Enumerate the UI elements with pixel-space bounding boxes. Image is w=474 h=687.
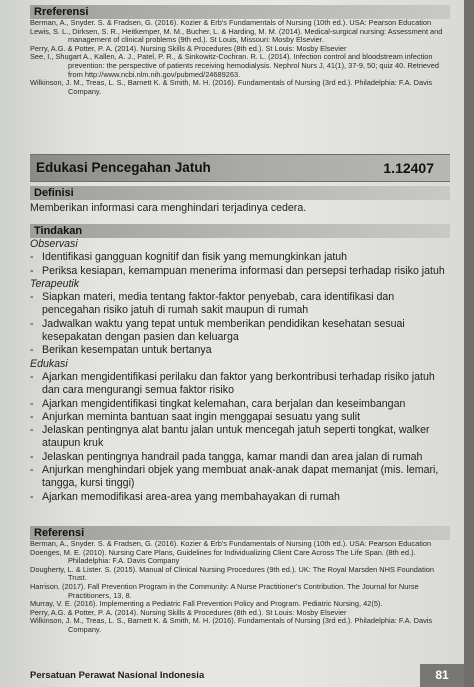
- terapeutik-label: Terapeutik: [30, 277, 80, 290]
- section-code: 1.12407: [383, 160, 434, 176]
- ref-item: Wilkinson, J. M., Treas, L. S., Barnett K. & Smith, M. H. (2016). Fundamentals of Nursing (3rd ed.). Philadelphia: F.A. Davis Company.: [30, 616, 433, 634]
- terapeutik-item: - Berikan kesempatan untuk bertanya: [30, 344, 212, 357]
- ref-item: Wilkinson, J. M., Treas, L. S., Barnett K. & Smith, M. H. (2016). Fundamentals of Nursing (3rd ed.). Philadelphia: F.A. Davis Company.: [30, 78, 433, 96]
- observasi-item: - Identifikasi gangguan kognitif dan fisik yang memungkinkan jatuh: [30, 251, 348, 264]
- section-title: Edukasi Pencegahan Jatuh: [36, 160, 211, 175]
- edukasi-item: - Ajarkan mengidentifikasi perilaku dan faktor yang berkontribusi terhadap risiko jatuh dan cara mengurangi semua faktor risiko: [30, 370, 435, 397]
- ref-item: Perry, A.G. & Potter, P. A. (2014). Nursing Skills & Procedures (8th ed.). St Louis: Mosby Elsevier: [30, 607, 347, 617]
- ref-item: See, I., Shugart A., Kallen, A. J., Patel, P. R., & Sinkowitz-Cochran. R. L. (2014). Infection control and bloodstream infection prevention: the perspective of patients receiving hemodialysis. Nephrol Nurs J, 41(1), 37-9, 50; quiz 40. Retrieved from http://www.ncbi.nlm.nih.gov/pubmed/24689263.: [30, 52, 439, 79]
- ref-item: Perry, A.G. & Potter, P. A. (2014). Nursing Skills & Procedures (8th ed.). St Louis: Mosby Elsevier: [30, 43, 347, 53]
- edukasi-item: - Anjurkan meminta bantuan saat ingin menggapai sesuatu yang sulit: [30, 410, 361, 423]
- footer-org: Persatuan Perawat Nasional Indonesia: [30, 670, 205, 681]
- ref-top-heading: Rreferensi: [30, 5, 450, 19]
- ref-item: Lewis, S. L., Dirksen, S. R., Heitkemper, M. M., Bucher, L. & Harding, M. M. (2014). Medical-surgical nursing: Assessment and management of clinical problems (9th ed.). St Louis, Missouri: Mosby Elsevier.: [30, 26, 443, 45]
- ref-item: Doenges, M. E. (2010). Nursing Care Plans, Guidelines for Individualizing Client Care Across The Life Span. (8th ed.). Philadelphia: F.A. Davis Company: [30, 547, 416, 566]
- observasi-label: Observasi: [30, 238, 78, 250]
- edukasi-item: - Ajarkan mengidentifikasi tingkat kelemahan, cara berjalan dan keseimbangan: [30, 397, 406, 410]
- edukasi-item: - Jelaskan pentingnya handrail pada tangga, kamar mandi dan area jalan di rumah: [30, 450, 423, 463]
- page-footer: [0, 664, 464, 687]
- terapeutik-item: - Jadwalkan waktu yang tepat untuk memberikan pendidikan kesehatan sesuai kesepakatan dengan pasien dan keluarga: [30, 317, 405, 344]
- ref-item: Dougherty, L. & Lister. S. (2015). Manual of Clinical Nursing Procedures (9th ed.). UK: The Royal Marsden NHS Foundation Trust.: [30, 564, 434, 583]
- section-title-bar: [30, 154, 450, 182]
- edukasi-item: - Ajarkan memodifikasi area-area yang membahayakan di rumah: [30, 490, 340, 503]
- ref-item: Berman, A., Snyder. S. & Fradsen, G. (2016). Kozier & Erb's Fundamentals of Nursing (10th ed.). USA: Pearson Education: [30, 18, 432, 27]
- ref-item: Berman, A., Snyder. S. & Fradsen, G. (2016). Kozier & Erb's Fundamentals of Nursing (10th ed.). USA: Pearson Education: [30, 539, 432, 548]
- definisi-heading: Definisi: [30, 186, 450, 200]
- edukasi-label: Edukasi: [30, 357, 68, 370]
- tindakan-heading: Tindakan: [30, 224, 450, 238]
- definisi-text: Memberikan informasi cara menghindari terjadinya cedera.: [30, 202, 307, 214]
- ref-bottom-list: [30, 540, 450, 635]
- terapeutik-item: - Siapkan materi, media tentang faktor-faktor penyebab, cara identifikasi dan pencegahan risiko jatuh di rumah sakit maupun di rumah: [30, 291, 395, 317]
- ref-item: Harrison. (2017). Fall Prevention Program in the Community: A Nurse Practitioner's Contribution. The Journal for Nurse Practitioners, 13, 8.: [30, 581, 419, 600]
- page-number: 81: [420, 664, 464, 687]
- observasi-item: - Periksa kesiapan, kemampuan menerima informasi dan persepsi terhadap risiko jatuh: [30, 264, 445, 277]
- ref-top-list: [30, 19, 450, 96]
- page-edge-bar: [464, 0, 474, 687]
- tindakan-body: [30, 238, 450, 504]
- edukasi-item: - Anjurkan menghindari objek yang membuat anak-anak dapat memanjat (mis. lemari, tangga, kursi tinggi): [30, 464, 439, 490]
- edukasi-item: - Jelaskan pentingnya alat bantu jalan untuk mencegah jatuh seperti tongkat, walker ataupun kruk: [30, 424, 430, 450]
- ref-item: Murray, V. E. (2016). Implementing a Pediatric Fall Prevention Policy and Program. Pediatric Nursing, 42(5).: [30, 599, 383, 609]
- ref-bottom-heading: Referensi: [30, 526, 450, 540]
